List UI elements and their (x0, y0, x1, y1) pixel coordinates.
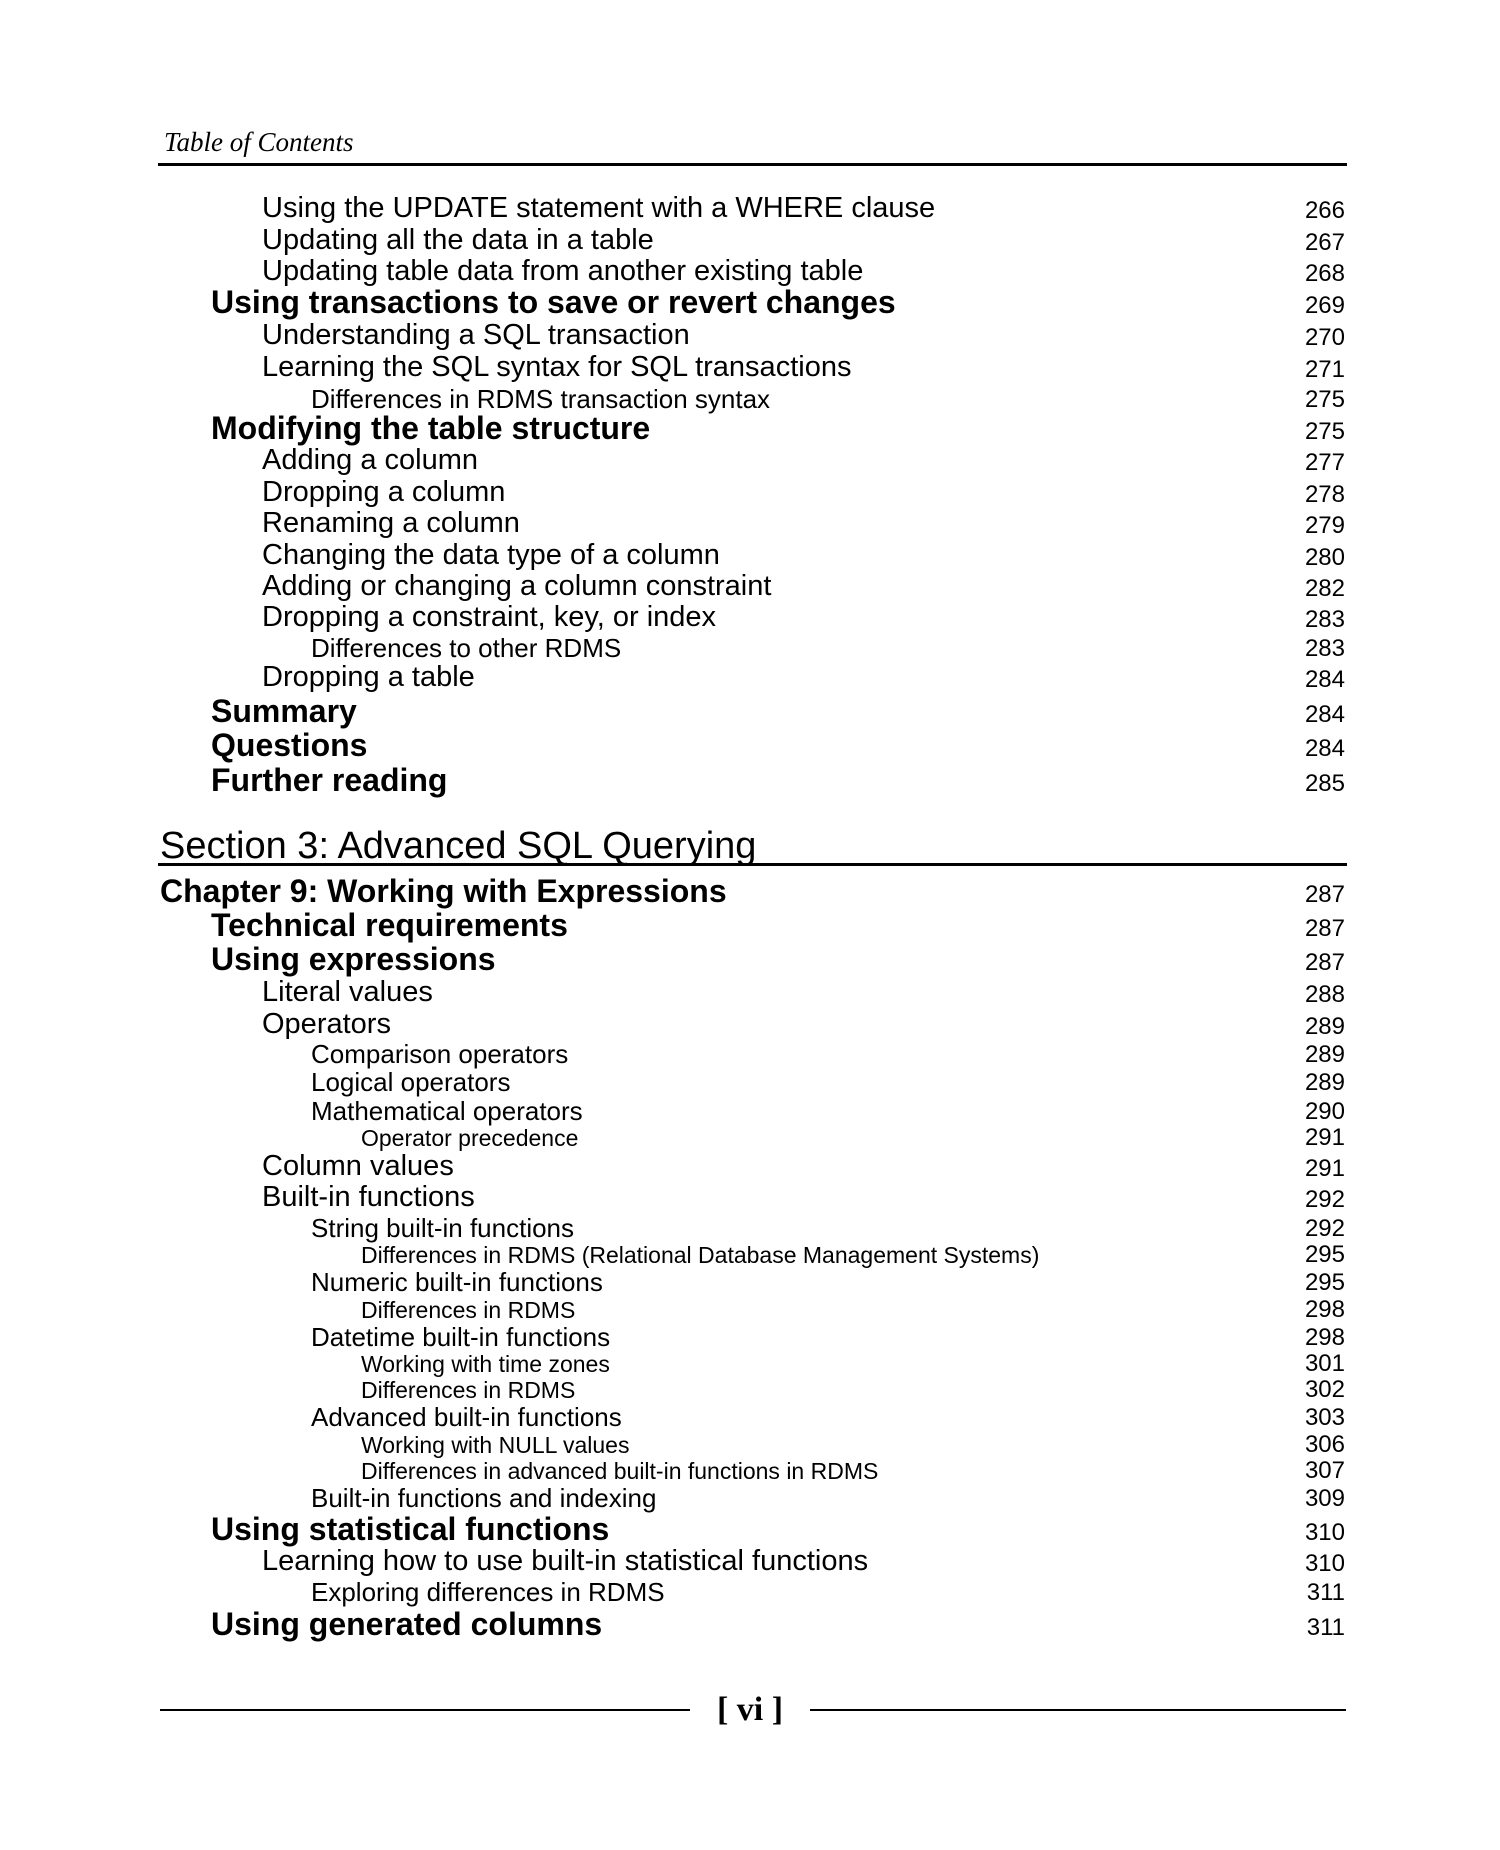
toc-entry-title: Operator precedence (361, 1125, 579, 1151)
toc-entry-title: Summary (211, 693, 357, 729)
toc-entry-title: Modifying the table structure (211, 410, 651, 446)
toc-entry-page-number: 287 (1304, 915, 1345, 942)
toc-entry-page-number: 275 (1304, 418, 1345, 445)
toc-entry-title: Logical operators (311, 1067, 511, 1097)
toc-entry-title: Mathematical operators (311, 1096, 583, 1126)
toc-entry-page-number: 282 (1304, 575, 1345, 602)
toc-entry-page-number: 283 (1304, 606, 1345, 633)
toc-entry-page-number: 269 (1304, 292, 1345, 319)
toc-entry-page-number: 271 (1304, 356, 1345, 383)
toc-entry-title: Built-in functions (262, 1181, 475, 1213)
toc-entry-title: Changing the data type of a column (262, 539, 720, 571)
toc-entry-page-number: 284 (1304, 701, 1345, 728)
toc-entry-page-number: 289 (1304, 1041, 1345, 1068)
toc-entry-page-number: 278 (1304, 481, 1345, 508)
toc-entry-title: Using the UPDATE statement with a WHERE clause (262, 192, 936, 224)
toc-entry-title: Comparison operators (311, 1039, 569, 1069)
toc-entry-page-number: 295 (1304, 1269, 1345, 1296)
toc-entry-page-number: 284 (1304, 735, 1345, 762)
toc-entry-title: Literal values (262, 976, 433, 1008)
toc-entry-title: Operators (262, 1008, 391, 1040)
toc-entry-title: Using expressions (211, 941, 496, 977)
toc-entry-page-number: 311 (1306, 1614, 1345, 1641)
toc-entry-page-number: 287 (1304, 881, 1345, 908)
toc-entry-title: Using statistical functions (211, 1511, 610, 1547)
toc-entry-title: Differences in RDMS (361, 1297, 576, 1323)
toc-entry-page-number: 266 (1304, 197, 1345, 224)
toc-entry-page-number: 311 (1306, 1579, 1345, 1606)
toc-entry-title: Renaming a column (262, 507, 520, 539)
toc-entry-page-number: 267 (1304, 229, 1345, 256)
toc-entry-title: Adding or changing a column constraint (262, 570, 772, 602)
toc-entry-page-number: 285 (1304, 770, 1345, 797)
toc-entry-page-number: 291 (1304, 1155, 1345, 1182)
toc-entry-title: Working with NULL values (361, 1432, 630, 1458)
toc-entry-page-number: 289 (1304, 1013, 1345, 1040)
toc-entry-page-number: 301 (1304, 1350, 1345, 1377)
toc-entry-title: Differences to other RDMS (311, 633, 622, 663)
toc-entry-page-number: 291 (1304, 1124, 1345, 1151)
toc-entry-title: Chapter 9: Working with Expressions (160, 873, 727, 909)
footer-page-number: [ vi ] (716, 1691, 784, 1728)
toc-entry-title: Learning how to use built-in statistical functions (262, 1545, 869, 1577)
toc-entry-page-number: 290 (1304, 1098, 1345, 1125)
toc-entry-page-number: 292 (1304, 1215, 1345, 1242)
toc-entry-page-number: 298 (1304, 1296, 1345, 1323)
toc-entry-title: Adding a column (262, 444, 479, 476)
toc-entry-page-number: 292 (1304, 1186, 1345, 1213)
toc-entry-page-number: 275 (1304, 386, 1345, 413)
toc-entry-title: Column values (262, 1150, 454, 1182)
toc-entry-title: Learning the SQL syntax for SQL transactions (262, 351, 852, 383)
toc-entry-title: Working with time zones (361, 1351, 610, 1377)
toc-entry-page-number: 268 (1304, 260, 1345, 287)
toc-entry-title: Dropping a column (262, 476, 506, 508)
section-rule (158, 863, 1347, 866)
toc-entry-title: Further reading (211, 762, 448, 798)
toc-entry-page-number: 306 (1304, 1431, 1345, 1458)
toc-entry-page-number: 302 (1304, 1376, 1345, 1403)
toc-entry-page-number: 310 (1304, 1550, 1345, 1577)
toc-entry-title: Exploring differences in RDMS (311, 1577, 665, 1607)
toc-entry-title: Differences in RDMS transaction syntax (311, 384, 771, 414)
toc-entry-page-number: 288 (1304, 981, 1345, 1008)
toc-entry-title: Differences in RDMS (Relational Database Management Systems) (361, 1242, 1040, 1268)
toc-entry-title: Technical requirements (211, 907, 568, 943)
toc-entry-page-number: 303 (1304, 1404, 1345, 1431)
toc-entry-title: Understanding a SQL transaction (262, 319, 690, 351)
toc-entry-page-number: 284 (1304, 666, 1345, 693)
toc-entry-page-number: 287 (1304, 949, 1345, 976)
toc-entry-page-number: 283 (1304, 635, 1345, 662)
toc-entry-title: Updating all the data in a table (262, 224, 654, 256)
toc-entry-title: Dropping a constraint, key, or index (262, 601, 717, 633)
toc-entry-page-number: 298 (1304, 1324, 1345, 1351)
toc-entry-title: Using generated columns (211, 1606, 603, 1642)
toc-entry-page-number: 270 (1304, 324, 1345, 351)
toc-entry-title: Advanced built-in functions (311, 1402, 622, 1432)
footer-rule-right (810, 1709, 1346, 1711)
toc-entry-title: Datetime built-in functions (311, 1322, 611, 1352)
toc-entry-title: Dropping a table (262, 661, 475, 693)
header-rule (158, 163, 1347, 166)
toc-entry-page-number: 280 (1304, 544, 1345, 571)
toc-entry-title: Differences in advanced built-in functions in RDMS (361, 1458, 879, 1484)
toc-entry-title: Built-in functions and indexing (311, 1483, 657, 1513)
toc-entry-title: Using transactions to save or revert changes (211, 284, 896, 320)
section-title: Section 3: Advanced SQL Querying (160, 825, 757, 867)
page-header-title: Table of Contents (164, 127, 354, 157)
toc-entry-title: Updating table data from another existing table (262, 255, 864, 287)
toc-entry-page-number: 307 (1304, 1457, 1345, 1484)
toc-entry-title: Questions (211, 727, 368, 763)
toc-entry-page-number: 310 (1304, 1519, 1345, 1546)
toc-entry-title: String built-in functions (311, 1213, 575, 1243)
toc-entry-page-number: 295 (1304, 1241, 1345, 1268)
toc-entry-page-number: 289 (1304, 1069, 1345, 1096)
toc-entry-title: Differences in RDMS (361, 1377, 576, 1403)
toc-entry-page-number: 279 (1304, 512, 1345, 539)
toc-entry-title: Numeric built-in functions (311, 1267, 603, 1297)
toc-entry-page-number: 309 (1304, 1485, 1345, 1512)
toc-entry-page-number: 277 (1304, 449, 1345, 476)
